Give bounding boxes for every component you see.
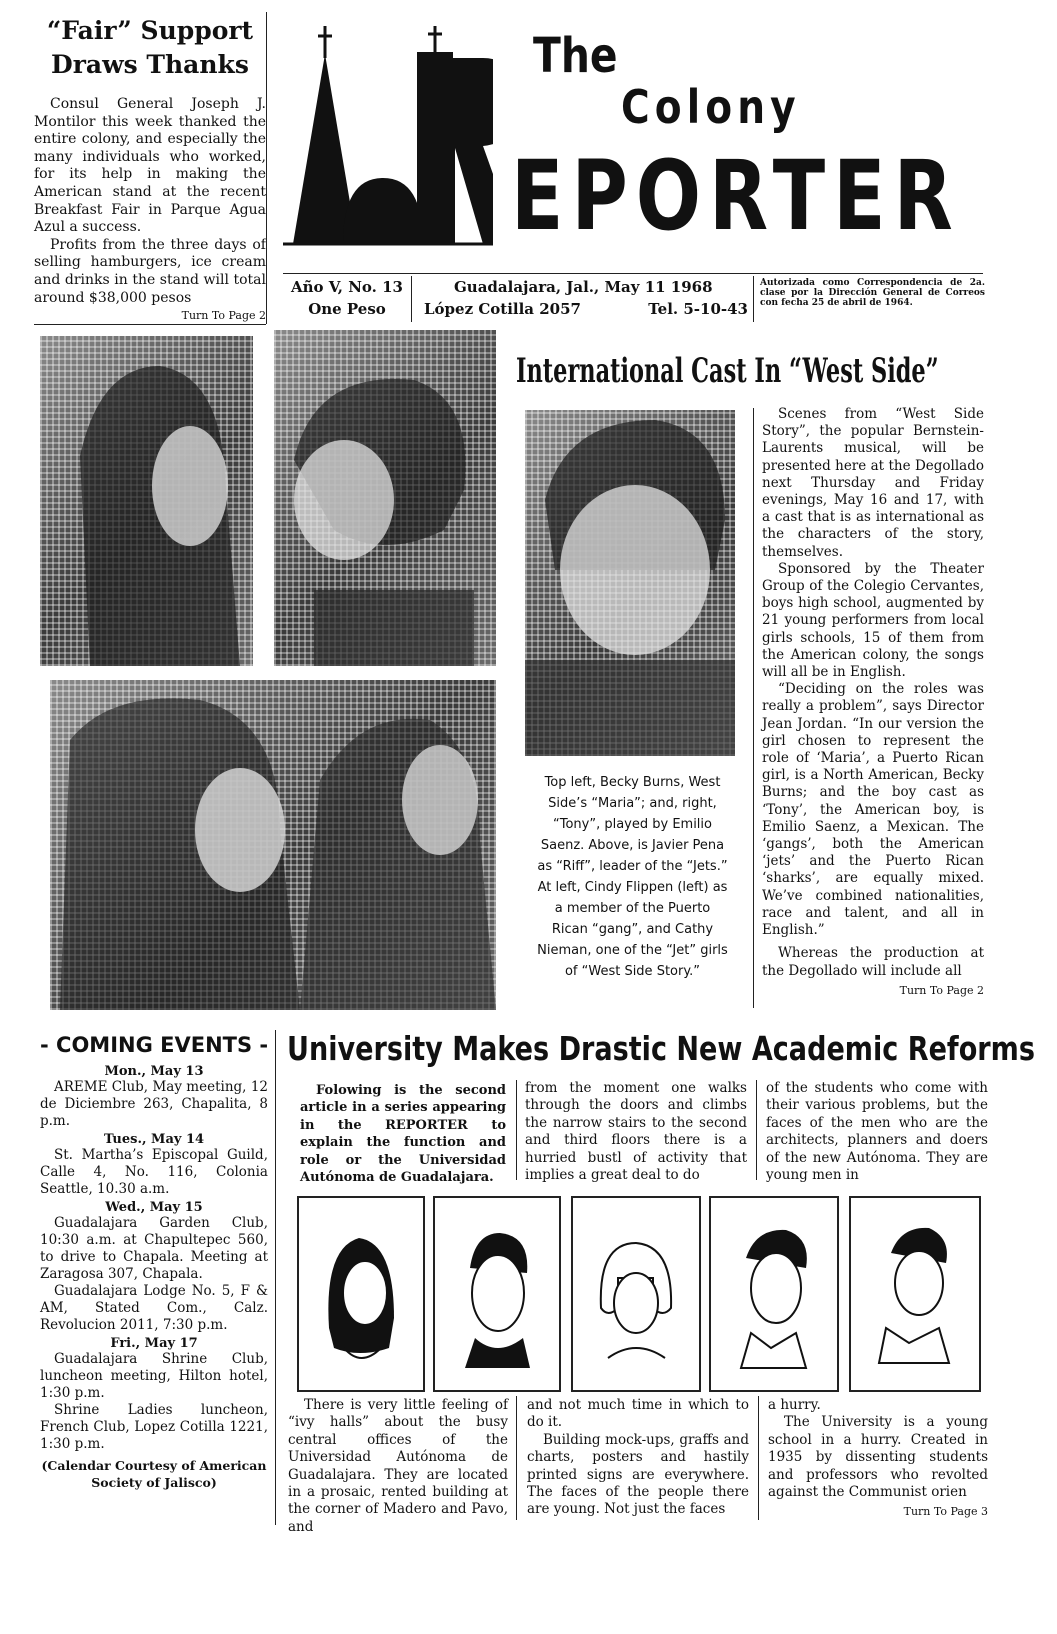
event-day-heading: Mon., May 13	[104, 1064, 204, 1079]
masthead-colony: Colony	[621, 80, 801, 134]
photo-cindy-cathy	[50, 680, 496, 1010]
university-headline: University Makes Drastic New Academic Reforms	[287, 1029, 1035, 1068]
fair-headline-line-2: Draws Thanks	[51, 50, 249, 79]
university-col2-bottom: and not much time in which to do it. Building mock-ups, graffs and charts, posters and hastily printed signs are everywhere. The faces of the people there are young. Not just the faces	[527, 1397, 749, 1518]
fair-body	[34, 96, 266, 307]
sketch-portrait-1	[297, 1196, 425, 1392]
coming-events-title: - COMING EVENTS -	[40, 1033, 269, 1057]
westside-turn-link[interactable]: Turn To Page 2	[899, 983, 984, 997]
fair-column-rule	[266, 12, 267, 324]
event-item: Shrine Ladies luncheon, French Club, Lopez Cotilla 1221, 1:30 p.m.	[40, 1402, 268, 1452]
event-item: St. Martha’s Episcopal Guild, Calle 4, No. 116, Colonia Seattle, 10.30 a.m.	[40, 1147, 268, 1197]
westside-body-p4: Whereas the production at the Degollado will include all	[762, 945, 984, 979]
photo-becky-burns	[40, 336, 253, 666]
fair-body-p2: Profits from the three days of selling hamburgers, ice cream and drinks in the stand will total around $38,000 pesos	[34, 236, 266, 306]
event-item: AREME Club, May meeting, 12 de Diciembre 263, Chapalita, 8 p.m.	[40, 1079, 268, 1129]
event-day-heading: Wed., May 15	[105, 1200, 203, 1215]
event-item: Guadalajara Lodge No. 5, F & AM, Stated Com., Calz. Revolucion 2011, 7:30 p.m.	[40, 1283, 268, 1333]
university-col3-bottom: a hurry. The University is a young school in a hurry. Created in 1935 by dissenting students and professors who revolted against the Communist orien Turn To Page 3	[768, 1397, 988, 1521]
masthead-info-rule-1	[411, 276, 412, 322]
westside-body	[762, 406, 984, 999]
university-rule-1	[516, 1080, 517, 1180]
westside-body-p3: “Deciding on the roles was really a problem”, says Director Jean Jordan. “In our version the girl chosen to represent the role of ‘Maria’, a Puerto Rican girl, is a North American, Becky Burns; and the boy cast as ‘Tony’, the American boy, is Emilio Saenz, a Mexican. The ‘gangs’, both the American ‘jets’ and the Puerto Rican ‘sharks’, are equally mixed. We’ve combined nationalities, race and talent, and all in English.”	[762, 681, 984, 939]
postal-authorization: Autorizada como Correspondencia de 2a. clase por la Dirección General de Correos con fecha 25 de abril de 1964.	[760, 278, 985, 308]
westside-photo-caption: Top left, Becky Burns, West Side’s “Maria”; and, right, “Tony”, played by Emilio Saenz. Above, is Javier Pena as “Riff”, leader of the “Jets.” At left, Cindy Flippen (left) as a member of the Puerto Rican “gang”, and Cathy Nieman, one of the “Jet” girls of “West Side Story.”	[537, 775, 728, 979]
sketch-portrait-5	[849, 1196, 981, 1392]
place-date: Guadalajara, Jal., May 11 1968	[454, 278, 713, 296]
event-day-heading: Fri., May 17	[110, 1336, 198, 1351]
masthead-place	[418, 278, 748, 318]
fair-body-p1: Consul General Joseph J. Montilor this week thanked the entire colony, and especially the many individuals who worked, for its help in making the American stand at the recent Breakfast Fair in Parque Agua Azul a success.	[34, 96, 266, 236]
sketch-portrait-2	[433, 1196, 561, 1392]
masthead	[283, 18, 983, 252]
photo-emilio-saenz	[274, 330, 496, 666]
event-day-heading: Tues., May 14	[103, 1132, 205, 1147]
university-col2-top: from the moment one walks through the doors and climbs the narrow stairs to the second and third floors there is a hurried bustl of activity that implies a great deal to do	[525, 1080, 747, 1184]
westside-body-p1: Scenes from “West Side Story”, the popular Bernstein-Laurents musical, will be presented here at the Degollado next Thursday and Friday evenings, May 16 and 17, with a cast that is as international as the characters of the story, themselves.	[762, 406, 984, 560]
sketch-portrait-3	[571, 1196, 701, 1392]
masthead-logo	[283, 18, 493, 248]
sketch-portrait-4	[709, 1196, 839, 1392]
office-address: López Cotilla 2057	[424, 300, 581, 318]
events-list	[40, 1064, 268, 1453]
photo-javier-pena	[525, 410, 735, 756]
university-intro: Folowing is the second article in a series appearing in the REPORTER to explain the function and role or the Universidad Autónoma de Guadalajara.	[300, 1083, 506, 1186]
masthead-issue	[285, 278, 409, 318]
issue-number: Año V, No. 13	[290, 278, 403, 296]
events-column-rule	[275, 1030, 276, 1525]
masthead-the: The	[533, 28, 618, 84]
university-col3-top: of the students who come with their various problems, but the faces of the men who are the architects, planners and doers of the new Autónoma. They are young men in	[766, 1080, 988, 1184]
westside-body-p2: Sponsored by the Theater Group of the Colegio Cervantes, boys high school, augmented by 21 young performers from local girls schools, 15 of them from the American colony, the songs will all be in English.	[762, 560, 984, 681]
event-item: Guadalajara Garden Club, 10:30 a.m. at Chapultepec 560, to drive to Chapala. Meeting at Zaragosa 307, Chapala.	[40, 1215, 268, 1282]
masthead-info-rule-2	[753, 276, 754, 322]
westside-column-rule	[753, 408, 754, 1008]
masthead-info-top-rule	[283, 273, 983, 274]
coming-events-credit: (Calendar Courtesy of American Society of Jalisco)	[41, 1458, 267, 1490]
university-turn-link[interactable]: Turn To Page 3	[903, 1505, 988, 1519]
westside-headline: International Cast In “West Side”	[516, 351, 939, 391]
university-rule-3	[516, 1396, 517, 1520]
fair-story	[34, 14, 266, 322]
coming-events	[40, 1030, 268, 1491]
fair-headline-line-1: “Fair” Support	[46, 16, 254, 45]
university-col1-bottom: There is very little feeling of “ivy halls” about the busy central offices of the Universidad Autónoma de Guadalajara. They are located in a prosaic, rented building at the corner of Madero and Pavo, and	[288, 1397, 508, 1535]
fair-turn-link[interactable]: Turn To Page 2	[181, 309, 266, 323]
university-rule-2	[756, 1080, 757, 1180]
event-item: Guadalajara Shrine Club, luncheon meeting, Hilton hotel, 1:30 p.m.	[40, 1351, 268, 1401]
office-phone: Tel. 5-10-43	[648, 300, 748, 318]
top-left-rule	[34, 324, 266, 325]
issue-price: One Peso	[308, 300, 386, 318]
masthead-reporter: EPORTER	[511, 140, 961, 252]
university-rule-4	[758, 1396, 759, 1520]
